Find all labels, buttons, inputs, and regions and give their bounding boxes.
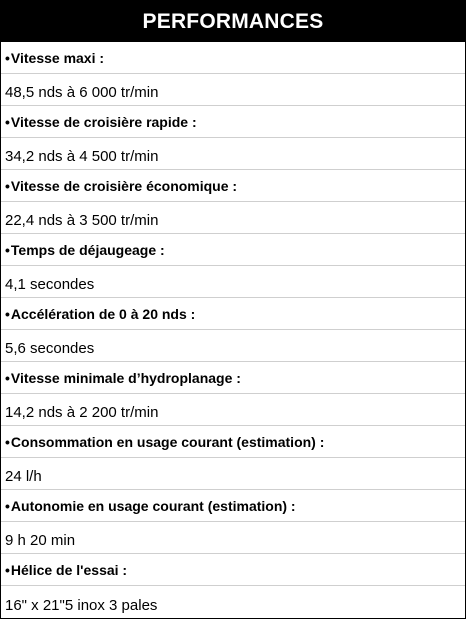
row-label-hydroplanage — [1, 362, 465, 394]
value-text: 22,4 nds à 3 500 tr/min — [5, 212, 159, 229]
bullet: • — [5, 497, 10, 514]
row-value-autonomie — [1, 522, 465, 554]
label-text: Accélération de 0 à 20 nds : — [10, 305, 196, 322]
bullet: • — [5, 113, 10, 130]
bullet: • — [5, 177, 10, 194]
value-text: 9 h 20 min — [5, 532, 76, 549]
row-label-autonomie — [1, 490, 465, 522]
value-text: 14,2 nds à 2 200 tr/min — [5, 404, 159, 421]
value-text: 16" x 21"5 inox 3 pales — [5, 596, 158, 614]
value-text: 5,6 secondes — [5, 340, 95, 357]
value-text: 4,1 secondes — [5, 276, 95, 293]
table-header — [1, 1, 465, 42]
value-text: 34,2 nds à 4 500 tr/min — [5, 148, 159, 165]
bullet: • — [5, 241, 10, 258]
bullet: • — [5, 561, 10, 578]
label-text: Vitesse minimale d’hydroplanage : — [10, 369, 241, 386]
label-text: Hélice de l'essai : — [10, 561, 128, 578]
label-text: Vitesse de croisière rapide : — [10, 113, 197, 130]
row-value-acceleration — [1, 330, 465, 362]
row-label-acceleration — [1, 298, 465, 330]
bullet: • — [5, 49, 10, 66]
row-value-hydroplanage — [1, 394, 465, 426]
row-value-vitesse-maxi — [1, 74, 465, 106]
bullet: • — [5, 305, 10, 322]
bullet: • — [5, 369, 10, 386]
row-label-helice — [1, 554, 465, 586]
row-label-croisiere-rapide — [1, 106, 465, 138]
label-text: Autonomie en usage courant (estimation) : — [10, 497, 296, 514]
label-text: Temps de déjaugeage : — [10, 241, 165, 258]
label-text: Vitesse de croisière économique : — [10, 177, 238, 194]
row-value-helice — [1, 586, 465, 618]
label-text: Vitesse maxi : — [10, 49, 105, 66]
row-label-croisiere-economique — [1, 170, 465, 202]
row-value-dejaugeage — [1, 266, 465, 298]
label-text: Consommation en usage courant (estimation) : — [10, 433, 325, 450]
row-value-consommation — [1, 458, 465, 490]
row-label-vitesse-maxi — [1, 42, 465, 74]
row-value-croisiere-economique — [1, 202, 465, 234]
row-label-dejaugeage — [1, 234, 465, 266]
row-value-croisiere-rapide — [1, 138, 465, 170]
value-text: 24 l/h — [5, 468, 42, 485]
value-text: 48,5 nds à 6 000 tr/min — [5, 84, 159, 101]
row-label-consommation — [1, 426, 465, 458]
bullet: • — [5, 433, 10, 450]
table-title: PERFORMANCES — [142, 9, 324, 33]
